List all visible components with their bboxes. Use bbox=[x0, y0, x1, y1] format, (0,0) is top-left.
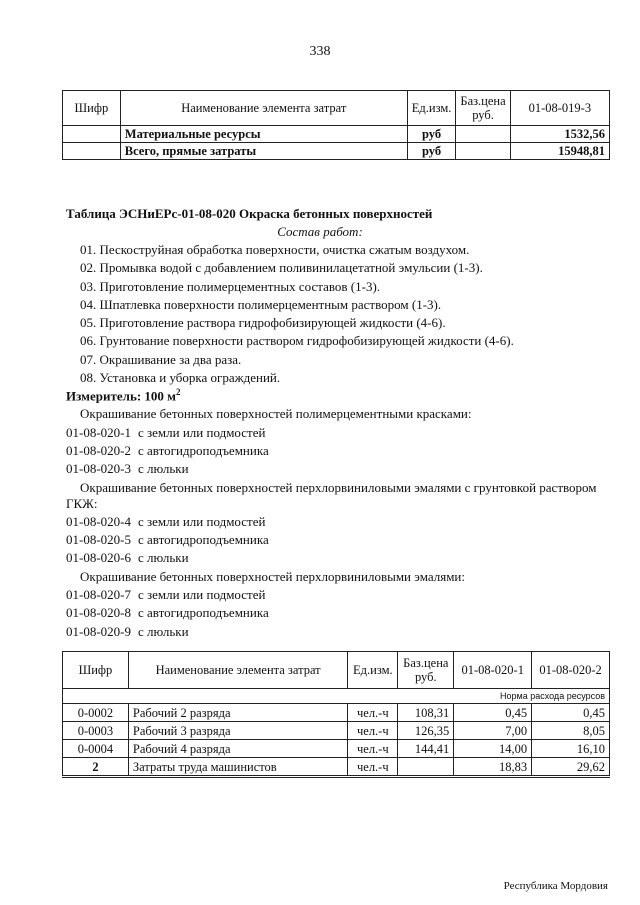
row-value-1: 14,00 bbox=[454, 740, 532, 758]
row-name: Рабочий 2 разряда bbox=[128, 704, 347, 722]
table-header-row bbox=[63, 652, 610, 689]
header-col-2: 01-08-020-2 bbox=[532, 652, 610, 689]
list-item: 08. Установка и уборка ограждений. bbox=[80, 370, 281, 386]
row-unit: руб bbox=[407, 143, 456, 160]
row-price bbox=[456, 126, 510, 143]
row-price bbox=[456, 143, 510, 160]
code-text: с автогидроподъемника bbox=[138, 443, 269, 458]
list-item: 05. Приготовление раствора гидрофобизирующей жидкости (4-6). bbox=[80, 315, 446, 331]
row-value-1: 0,45 bbox=[454, 704, 532, 722]
group-heading: Окрашивание бетонных поверхностей перхлорвиниловыми эмалями с грунтовкой раствором bbox=[80, 480, 597, 495]
header-name: Наименование элемента затрат bbox=[120, 91, 407, 126]
row-unit: чел.-ч bbox=[348, 758, 398, 777]
section-title: Таблица ЭСНиЕРс-01-08-020 Окраска бетонных поверхностей bbox=[66, 206, 433, 221]
work-list bbox=[80, 241, 514, 387]
row-value-2: 0,45 bbox=[532, 704, 610, 722]
section-subtitle: Состав работ: bbox=[277, 224, 363, 239]
list-item: 06. Грунтование поверхности раствором гидрофобизирующей жидкости (4-6). bbox=[80, 333, 514, 349]
code: 01-08-020-1 bbox=[66, 425, 131, 440]
row-name: Затраты труда машинистов bbox=[128, 758, 347, 777]
row-value: 1532,56 bbox=[510, 126, 609, 143]
row-value-2: 8,05 bbox=[532, 722, 610, 740]
table-row bbox=[63, 722, 610, 740]
table-row bbox=[63, 740, 610, 758]
row-unit: чел.-ч bbox=[348, 722, 398, 740]
code-row bbox=[66, 514, 265, 530]
code-text: с автогидроподъемника bbox=[138, 532, 269, 547]
code: 01-08-020-8 bbox=[66, 605, 131, 620]
table-row bbox=[63, 758, 610, 777]
row-value-2: 29,62 bbox=[532, 758, 610, 777]
row-price: 144,41 bbox=[398, 740, 454, 758]
row-unit: руб bbox=[407, 126, 456, 143]
code-row bbox=[66, 425, 265, 441]
norm-row bbox=[63, 689, 610, 704]
code: 01-08-020-6 bbox=[66, 550, 131, 565]
code-text: с земли или подмостей bbox=[138, 587, 266, 602]
code-row bbox=[66, 532, 269, 548]
row-value-2: 16,10 bbox=[532, 740, 610, 758]
resource-table bbox=[62, 651, 610, 778]
page-number: 338 bbox=[309, 44, 331, 59]
code-row bbox=[66, 605, 269, 621]
row-name: Рабочий 4 разряда bbox=[128, 740, 347, 758]
code-text: с люльки bbox=[138, 624, 189, 639]
row-name: Всего, прямые затраты bbox=[120, 143, 407, 160]
header-code: Шифр bbox=[63, 652, 129, 689]
header-name: Наименование элемента затрат bbox=[128, 652, 347, 689]
row-code: 0-0002 bbox=[63, 704, 129, 722]
list-item: 03. Приготовление полимерцементных составов (1-3). bbox=[80, 278, 381, 294]
code-row bbox=[66, 624, 189, 640]
header-code: Шифр bbox=[63, 91, 121, 126]
code: 01-08-020-5 bbox=[66, 532, 131, 547]
row-price: 108,31 bbox=[398, 704, 454, 722]
measure-sup: 2 bbox=[176, 387, 181, 397]
list-item: 01. Пескоструйная обработка поверхности, очистка сжатым воздухом. bbox=[80, 242, 470, 257]
code: 01-08-020-9 bbox=[66, 624, 131, 639]
code-text: с люльки bbox=[138, 550, 189, 565]
list-item: 02. Промывка водой с добавлением поливинилацетатной эмульсии (1-3). bbox=[80, 260, 483, 276]
row-code bbox=[63, 143, 121, 160]
code-row bbox=[66, 587, 265, 603]
header-unit: Ед.изм. bbox=[407, 91, 456, 126]
list-item: 07. Окрашивание за два раза. bbox=[80, 351, 242, 367]
code: 01-08-020-3 bbox=[66, 461, 131, 476]
header-col-1: 01-08-019-3 bbox=[510, 91, 609, 126]
row-code: 2 bbox=[63, 758, 129, 777]
code-text: с автогидроподъемника bbox=[138, 605, 269, 620]
row-code bbox=[63, 126, 121, 143]
row-price: 126,35 bbox=[398, 722, 454, 740]
row-name: Материальные ресурсы bbox=[120, 126, 407, 143]
row-value-1: 7,00 bbox=[454, 722, 532, 740]
table-header-row bbox=[63, 91, 610, 126]
code: 01-08-020-7 bbox=[66, 587, 131, 602]
code: 01-08-020-4 bbox=[66, 514, 131, 529]
row-value-1: 18,83 bbox=[454, 758, 532, 777]
header-unit: Ед.изм. bbox=[348, 652, 398, 689]
code-text: с земли или подмостей bbox=[138, 425, 266, 440]
row-code: 0-0004 bbox=[63, 740, 129, 758]
row-unit: чел.-ч bbox=[348, 704, 398, 722]
group-heading-cont: ГКЖ: bbox=[66, 496, 98, 511]
row-code: 0-0003 bbox=[63, 722, 129, 740]
list-item: 04. Шпатлевка поверхности полимерцементным раствором (1-3). bbox=[80, 296, 442, 312]
header-price: Баз.цена руб. bbox=[398, 652, 454, 689]
header-price: Баз.цена руб. bbox=[456, 91, 510, 126]
row-name: Рабочий 3 разряда bbox=[128, 722, 347, 740]
code-row bbox=[66, 550, 189, 566]
code-text: с земли или подмостей bbox=[138, 514, 266, 529]
measure-label: Измеритель: 100 м bbox=[66, 388, 177, 404]
measure-unit bbox=[66, 387, 181, 404]
code-row bbox=[66, 443, 269, 459]
norm-label: Норма расхода ресурсов bbox=[63, 689, 610, 704]
header-col-1: 01-08-020-1 bbox=[454, 652, 532, 689]
row-price bbox=[398, 758, 454, 777]
group-heading: Окрашивание бетонных поверхностей полимерцементными красками: bbox=[80, 406, 472, 421]
cost-table-1 bbox=[62, 90, 610, 160]
code-text: с люльки bbox=[138, 461, 189, 476]
table-row bbox=[63, 143, 610, 160]
group-heading: Окрашивание бетонных поверхностей перхлорвиниловыми эмалями: bbox=[80, 569, 465, 584]
code-row bbox=[66, 461, 189, 477]
table-row bbox=[63, 126, 610, 143]
table-row bbox=[63, 704, 610, 722]
code: 01-08-020-2 bbox=[66, 443, 131, 458]
row-unit: чел.-ч bbox=[348, 740, 398, 758]
row-value: 15948,81 bbox=[510, 143, 609, 160]
footer-region: Республика Мордовия bbox=[503, 880, 608, 892]
